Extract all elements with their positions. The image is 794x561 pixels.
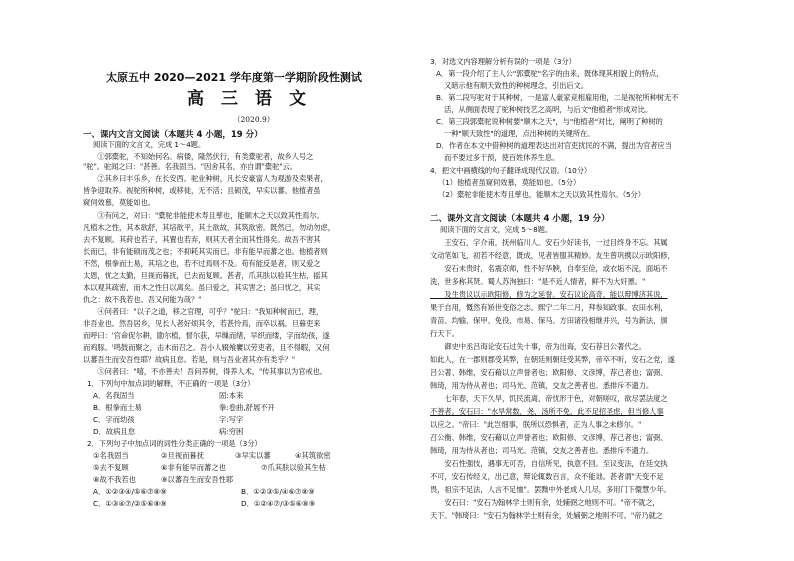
passage-line: 果于自用，慨然有矫世变俗之志。熙宁二年二月，拜参知政事。农田水利， xyxy=(430,303,668,312)
passage-line: 本以观其疏密，而木之性日以离矣。虽曰爱之，其实害之；虽曰忧之，其实 xyxy=(83,283,321,292)
passage-line: 七年春，天下久旱，饥民流离，帝忧形于色，对朝嗟叹，欲尽罢法度之 xyxy=(430,394,668,403)
section2-heading: 二、课外文言文阅读（本题共 4 小题，19 分） xyxy=(430,214,610,224)
passage-line: 不善者。安石曰："水旱常数，尧、汤所不免，此不足招圣虑，但当修人事 xyxy=(430,407,664,416)
q2-item: ⑥非有能早而蕃之也 xyxy=(161,463,226,472)
exam-school-title: 太原五中 2020—2021 学年度第一学期阶段性测试 xyxy=(106,71,362,84)
section1-heading: 一、课内文言文阅读（本题共 4 小题，19 分） xyxy=(83,130,263,140)
exam-subject-title: 高 三 语 文 xyxy=(187,89,306,109)
passage-line: ④问者曰："以子之道，移之官理，可乎？"驼曰："我知种树而已，理， xyxy=(83,307,324,316)
q1-option-c[interactable]: C．字而幼孩 xyxy=(93,415,135,424)
q1-option-b[interactable]: B．根拳而土易 xyxy=(93,403,142,412)
passage-line: ⑤问者曰："嘻，不亦善夫！吾问养树，得养人术。"传其事以为官戒也。 xyxy=(83,367,328,376)
passage-line: 窥伺效慕，莫能如也。 xyxy=(83,198,155,207)
passage-line: 长而已，非有能硕而茂之也；不抑耗其实而已，非有能早而蕃之也。他植者则 xyxy=(83,247,328,256)
passage-line: 畏，祖宗不足法，人言不足恤"。罢黜中外老成人几尽，多用门下儇慧少年。 xyxy=(430,485,671,494)
passage-line: 韩琦，用为侍从者也；司马光、范镇，交友之善者也。悉排斥不遗力。 xyxy=(430,446,654,455)
passage-line: 行天下。 xyxy=(430,329,459,338)
q2-option-b[interactable]: B．①②③⑤/④⑥⑦⑧⑨ xyxy=(241,487,315,496)
passage-line: 安石未贵时，名震京师，性不好华腴，自奉至俭，或衣垢不浣，面垢不 xyxy=(430,264,668,273)
q2-item: ⑤去不复顾 xyxy=(93,463,129,472)
passage-line: 以应之。"帝曰："此岂细事，朕所以恐惧者，正为人事之未修尔。" xyxy=(430,420,642,429)
passage-line: 皆争迎取养。视驼所种树，或移徙，无不活；且硕茂，早实以蕃。他植者虽 xyxy=(83,186,321,195)
q2-item: ①名我固当 xyxy=(93,451,129,460)
q3-option-line: 又暗示他有顺天致性的种树理念，引出后文。 xyxy=(444,81,588,90)
q2-item: ③早实以蕃 xyxy=(235,451,271,460)
question-2-stem: 2．下列句子中加点词的词性分类正确的一项是（3分） xyxy=(87,439,262,448)
q3-option-line: 而不要过多干预，使百姓休养生息。 xyxy=(444,153,560,162)
passage-line: ①郭橐驼，不知始何名。病偻，隆然伏行，有类橐驼者，故乡人号之 xyxy=(83,152,314,161)
q2-item: ④其筑欲密 xyxy=(295,451,331,460)
passage-line: ②其乡曰丰乐乡，在长安西。驼业种树，凡长安豪富人为观游及卖果者， xyxy=(83,174,328,183)
passage-line: 安石性强忮，遇事无可否，自信所见，执意不回。至议变法，在廷交执 xyxy=(430,459,668,468)
passage-line: 及生贵议以示欧阳修，修为之延誉。安石议论高奇，能以辩博济其说， xyxy=(430,290,668,299)
q2-item: ②旦视而暮抚 xyxy=(161,451,205,460)
passage-line: 非吾业也。然吾居乡，见长人者好烦其令，若甚怜焉，而卒以祸。旦暮吏来 xyxy=(83,319,321,328)
passage-line: 而鸡豚。'鸣鼓而聚之，击木而召之。吾小人辍飧饔以劳吏者，且不得暇，又何 xyxy=(83,343,330,352)
passage-line: 吕公著、韩维，安石藉以立声誉者也；欧阳修、文彦博，荐己者也；富弼、 xyxy=(430,368,668,377)
passage-line: 不可，安石传经义，出己意，辩论辄数百言，众不能诎。甚者谓"天变不足 xyxy=(430,472,664,481)
question-3-stem: 3．对选文内容理解分析有误的一项是（3分） xyxy=(430,57,576,66)
passage-line: 洗，世多称其贤。蜀人苏洵独曰："是不近人情者，鲜不为大奸慝。" xyxy=(430,277,646,286)
q1-option-d[interactable]: D．故病且怠 xyxy=(93,427,136,436)
passage-line: 不然，根拳而土易，其培之也，若不过焉则不及。苟有能反是者，则又爱之 xyxy=(83,259,321,268)
q2-option-a[interactable]: A．①②③④/⑤⑥⑦⑧⑨ xyxy=(93,487,167,496)
q4-item-2: （2）橐驼非能使木寿且孳也，能顺木之天以致其性焉尔。（5分） xyxy=(438,190,645,199)
q3-option-line: 一种"顺天致性"的道理，点出种树的关键所在。 xyxy=(444,129,595,138)
passage-line: 韩琦，用为侍从者也；司马光、范镇，交友之善者也。悉排斥不遗力。 xyxy=(430,381,654,390)
passage-line: 青苗、均输、保甲、免役、市易、保马、方田诸役相继并兴，号为新法，颁 xyxy=(430,316,668,325)
q3-option-line[interactable]: D．作者在本文中借种树的道理表达出对官吏扰民的不满，提出为官者应当 xyxy=(436,141,672,150)
q3-option-line[interactable]: C．第三段郭橐驼说种树要"顺木之天"，与"他植者"对比，阐明了种树的 xyxy=(436,117,663,126)
question-1-stem: 1．下列句中加点词的解释，不正确的一项是（3分） xyxy=(87,379,255,388)
passage-line: 如此人，在一郡则郡受其弊，在朝廷则朝廷受其弊，帝卒不听，安石之党，遂 xyxy=(430,355,675,364)
section2-instruction: 阅读下面的文言文，完成 5～8题。 xyxy=(440,225,553,234)
section1-instruction: 阅读下面的文言文，完成 1～4题。 xyxy=(93,140,206,149)
q1-option-a-gloss: 固:本来 xyxy=(219,391,244,400)
q4-item-1: （1）他植者虽窥伺效慕，莫能如也。（5分） xyxy=(438,178,581,187)
passage-line: 而呼曰：'官命促尔耕，勖尔植，督尔获，早缫而绪，早织而缕，字而幼孩，遂 xyxy=(83,331,330,340)
q2-item: ⑨以蕃吾生而安吾性耶 xyxy=(161,475,234,484)
q2-option-d[interactable]: D．①②④⑦/③⑤⑥⑧⑨ xyxy=(241,499,316,508)
passage-line: 召公衡、韩维，安石藉以立声誉者也；欧阳修、文彦博，荐己者也；富弼、 xyxy=(430,433,668,442)
passage-line: ③有问之，对曰："橐驼非能使木寿且孳也，能顺木之天以致其性焉尔。 xyxy=(83,211,324,220)
q2-item: ⑧故不我若也 xyxy=(93,475,137,484)
q3-option-line[interactable]: B．第二段写驼对于其种树，一是富人豪家竞相雇用他，二是视驼所种树无不 xyxy=(436,93,679,102)
passage-line: 以蕃吾生而安吾性耶？故病且怠。若是，则与吾业者其亦有类乎？" xyxy=(83,355,295,364)
exam-date: （2020.9） xyxy=(233,115,275,124)
passage-line: 文动笔如飞，初若不经意，既成，见者皆服其精妙。友生曾巩携以示欧阳修， xyxy=(430,251,675,260)
passage-line: 天下。"韩琦曰："安石为翰林学士则有余，处辅弼之地则不可。"帝乃就之 xyxy=(430,511,663,520)
question-4-stem: 4．把文中画横线的句子翻译成现代汉语。（10分） xyxy=(430,166,592,175)
q1-option-c-gloss: 字:写字 xyxy=(219,415,244,424)
passage-line: 仇之：故不我若也。吾又何能为哉？" xyxy=(83,295,202,304)
q1-option-a[interactable]: A．名我固当 xyxy=(93,391,135,400)
passage-line: 太恩，忧之太勤，旦视而暮抚，已去而复顾。甚者，爪其肤以验其生枯，摇其 xyxy=(83,271,328,280)
q2-option-c[interactable]: C．①③④⑦/②⑤⑥⑧⑨ xyxy=(93,499,167,508)
q2-item: ⑦爪其肤以验其生枯 xyxy=(261,463,326,472)
q3-option-line: 活，从侧面表现了驼种树技艺之高明，与后文"他植者"形成对比。 xyxy=(444,105,653,114)
q1-option-b-gloss: 拳:卷曲,舒展不开 xyxy=(219,403,275,412)
passage-line: 凡植木之性，其本欲舒，其培欲平，其土欲故，其筑欲密。既然已，勿动勿虑， xyxy=(83,223,335,232)
passage-line: 王安石，字介甫，抚州临川人。安石少好读书，一过目终身不忘。其属 xyxy=(430,238,668,247)
passage-line: 安石曰："安石为翰林学士则有余，处辅弼之地则不可。"帝不就之， xyxy=(430,498,660,507)
passage-line: 御史中丞吕诲论安石过失十事，帝为出诲，安石荐吕公著代之。 xyxy=(430,342,646,351)
q3-option-line[interactable]: A．第一段介绍了主人公"郭橐驼"名字的由来，既体现其相貌上的特点， xyxy=(436,69,664,78)
q1-option-d-gloss: 病:穷困 xyxy=(219,427,244,436)
passage-line: 去不复顾。其莳也若子，其置也若弃，则其天者全而其性得矣。故吾不害其 xyxy=(83,235,321,244)
passage-line: "驼"。驼闻之曰："甚善。名我固当。"因舍其名，亦自谓"橐驼"云。 xyxy=(83,162,297,171)
